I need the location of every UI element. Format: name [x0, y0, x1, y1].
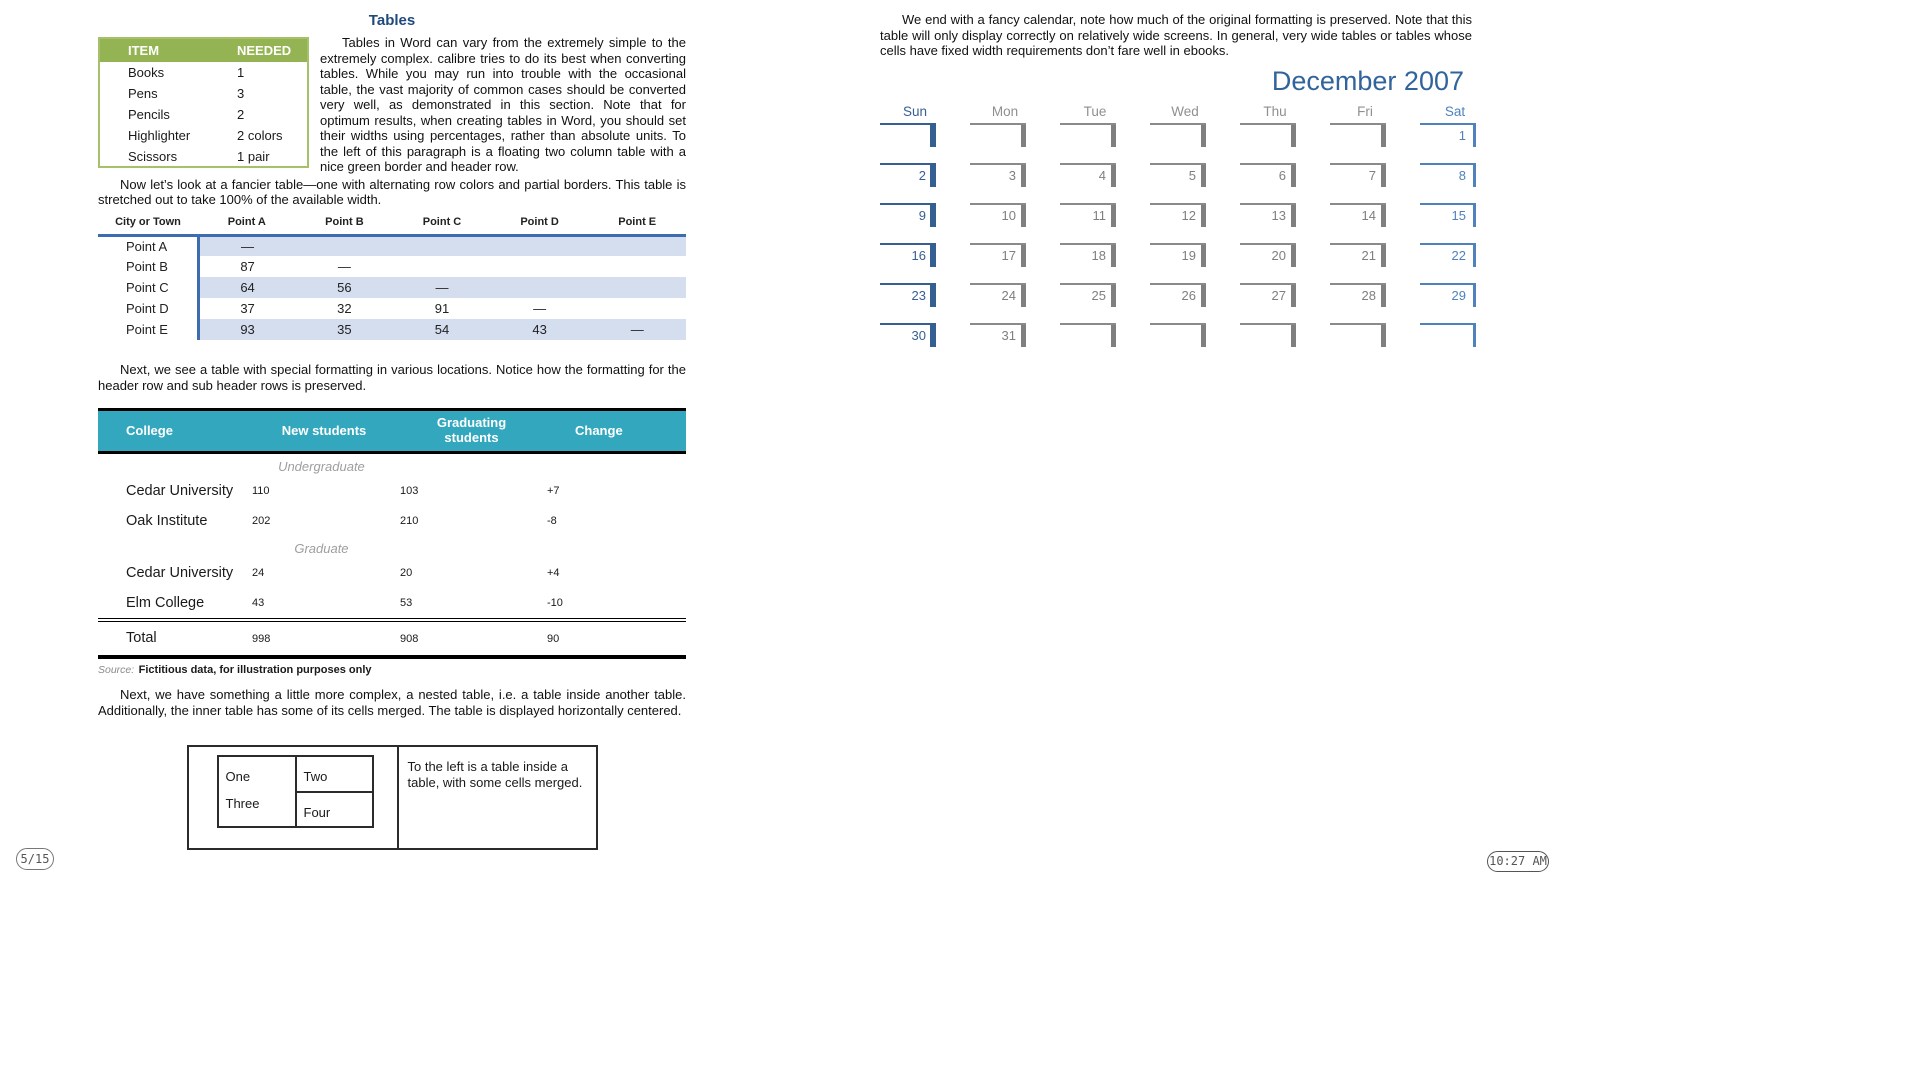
- calendar-day-cell: [970, 123, 1026, 153]
- calendar-week-row: [880, 243, 1476, 273]
- left-page: [98, 12, 686, 850]
- calendar-week-row: [880, 323, 1476, 353]
- supplies-item-cell: Pens: [128, 86, 158, 101]
- college-section-cell: [98, 536, 686, 558]
- supplies-item-cell: Scissors: [128, 148, 178, 164]
- college-name-cell: Elm College: [126, 595, 205, 611]
- calendar-day-number: 10: [1001, 207, 1016, 223]
- calendar-cell-bar: [1201, 325, 1206, 347]
- calendar-cell-bar: [1291, 165, 1296, 187]
- calendar-day-number: 7: [1368, 167, 1376, 183]
- supplies-row: [99, 83, 308, 104]
- points-header-cell: City or Town: [98, 213, 198, 236]
- college-number-cell: +7: [547, 485, 560, 497]
- calendar-day-cell: [880, 203, 936, 233]
- college-table: [98, 408, 686, 659]
- points-value-cell: [491, 277, 589, 298]
- points-value-cell: 87: [240, 259, 255, 274]
- clock: 10:27 AM: [1487, 851, 1549, 872]
- calendar-day-number: 29: [1451, 287, 1466, 303]
- paragraph-tables-intro: Tables in Word can vary from the extremely simple to the extremely complex. calibre tries to do its best when converting tables. While you may run into trouble with the occasional table, the vast majority of common cases should be converted very well, as demonstrated in this section. Note that for optimum results, when creating tables in Word, you should set their widths using percentages, rather than absolute units. To the left of this paragraph is a floating two column table with a nice green border and header row.: [320, 35, 686, 174]
- points-value-cell: [491, 235, 589, 256]
- page-indicator[interactable]: 5/15: [16, 848, 54, 870]
- points-row-label: Point E: [98, 319, 198, 340]
- college-name-cell: Oak Institute: [126, 513, 208, 529]
- points-row: [98, 298, 686, 319]
- supplies-header-needed: NEEDED: [237, 38, 308, 62]
- college-number-cell: 24: [252, 567, 265, 579]
- calendar-cell-bar: [1201, 205, 1206, 227]
- calendar-day-cell: [1240, 283, 1296, 313]
- calendar-day-number: 9: [918, 207, 926, 223]
- calendar-day-name: Wed: [1171, 103, 1199, 119]
- calendar-cell-bar: [1201, 165, 1206, 187]
- calendar-week-row: [880, 123, 1476, 153]
- calendar-day-number: 8: [1458, 167, 1466, 183]
- calendar-cell-bar: [1201, 285, 1206, 307]
- calendar-day-cell: [970, 163, 1026, 193]
- calendar-day-name: Sat: [1444, 103, 1466, 119]
- calendar-cell-bar: [1291, 125, 1296, 147]
- points-value-cell: —: [198, 235, 296, 256]
- nested-inner-table: [217, 755, 374, 828]
- supplies-item-cell: Books: [128, 65, 165, 80]
- source-text: Fictitious data, for illustration purposes only: [138, 664, 372, 676]
- college-data-row: [98, 476, 686, 506]
- college-number-cell: 210: [400, 515, 419, 527]
- points-value-cell: 91: [434, 301, 450, 316]
- supplies-table: [98, 37, 309, 168]
- inner-merged-cell: [219, 757, 297, 826]
- calendar-day-number: 28: [1361, 287, 1376, 303]
- calendar-day-cell: [970, 283, 1026, 313]
- calendar-cell-bar: [1021, 285, 1026, 307]
- supplies-needed-cell: 1 pair: [237, 148, 270, 164]
- points-value-cell: 93: [198, 319, 296, 340]
- points-row-label: Point C: [98, 277, 198, 298]
- calendar-cell-bar: [1381, 205, 1386, 227]
- calendar-day-cell: [1420, 243, 1476, 273]
- calendar-cell-bar: [1473, 325, 1476, 347]
- calendar-day-number: 22: [1451, 247, 1466, 263]
- college-total-number: 90: [545, 620, 686, 657]
- points-value-cell: [588, 256, 686, 277]
- college-name-cell: Cedar University: [126, 565, 234, 581]
- calendar-cell-bar: [930, 245, 936, 267]
- calendar-day-name: Tue: [1083, 103, 1107, 119]
- calendar-day-cell: [1240, 163, 1296, 193]
- college-data-row: [98, 506, 686, 536]
- points-row-label: Point A: [98, 235, 198, 256]
- calendar-cell-bar: [930, 205, 936, 227]
- supplies-needed-cell: 2: [237, 107, 245, 122]
- calendar-cell-bar: [930, 325, 936, 347]
- calendar-cell-bar: [1291, 245, 1296, 267]
- supplies-item-cell: Pencils: [128, 107, 170, 122]
- calendar-day-number: 19: [1181, 247, 1196, 263]
- calendar-week-row: [880, 163, 1476, 193]
- calendar-cell-bar: [1381, 165, 1386, 187]
- calendar-day-cell: [1150, 203, 1206, 233]
- calendar-day-number: 4: [1098, 167, 1106, 183]
- calendar-day-number: 25: [1091, 287, 1106, 303]
- inner-cell-one: One: [225, 769, 251, 784]
- calendar-day-cell: [880, 323, 936, 353]
- calendar-day-cell: [1150, 283, 1206, 313]
- calendar-day-header-row: [880, 103, 1472, 121]
- calendar-day-cell: [880, 283, 936, 313]
- points-row: [98, 256, 686, 277]
- points-value-cell: [588, 235, 686, 256]
- calendar-week-row: [880, 203, 1476, 233]
- calendar-day-cell: [1420, 123, 1476, 153]
- paragraph-special-formatting: Next, we see a table with special formatting in various locations. Notice how the formatting for the header row and sub header rows is preserved.: [98, 362, 686, 393]
- calendar-day-number: 12: [1181, 207, 1196, 223]
- calendar-cell-bar: [1111, 245, 1116, 267]
- calendar-day-cell: [1240, 243, 1296, 273]
- nested-outer-left-cell: [189, 747, 399, 848]
- college-section-row: [98, 453, 686, 477]
- supplies-row: [99, 146, 308, 167]
- calendar-cell-bar: [1021, 125, 1026, 147]
- college-number-cell: 103: [400, 485, 419, 497]
- calendar-cell-bar: [1291, 325, 1296, 347]
- calendar-cell-bar: [1201, 245, 1206, 267]
- calendar-day-cell: [1420, 163, 1476, 193]
- calendar-day-cell: [1150, 123, 1206, 153]
- points-value-cell: —: [533, 301, 547, 316]
- calendar-day-name: Sun: [902, 103, 928, 119]
- calendar-day-number: 26: [1181, 287, 1196, 303]
- calendar-day-cell: [970, 203, 1026, 233]
- calendar-cell-bar: [1021, 245, 1026, 267]
- calendar-day-cell: [1060, 283, 1116, 313]
- calendar-cell-bar: [1111, 125, 1116, 147]
- calendar-cell-bar: [1021, 325, 1026, 347]
- calendar-day-cell: [1240, 203, 1296, 233]
- calendar-day-cell: [1060, 123, 1116, 153]
- points-table: [98, 213, 686, 341]
- calendar-cell-bar: [1381, 285, 1386, 307]
- calendar-day-cell: [970, 243, 1026, 273]
- calendar-day-number: 21: [1361, 247, 1376, 263]
- points-header-cell: Point A: [198, 213, 296, 236]
- calendar-day-cell: [1420, 323, 1476, 353]
- college-table-body: [98, 453, 686, 658]
- calendar-day-number: 23: [911, 287, 926, 303]
- points-value-cell: —: [588, 319, 686, 340]
- college-number-cell: -10: [547, 597, 563, 609]
- college-total-row: [98, 620, 686, 657]
- college-section-row: [98, 536, 686, 558]
- points-value-cell: 54: [393, 319, 491, 340]
- points-header-cell: Point C: [393, 213, 491, 236]
- college-section-label: Graduate: [294, 541, 349, 556]
- calendar-day-cell: [880, 123, 936, 153]
- calendar-day-cell: [1330, 123, 1386, 153]
- calendar-day-number: 17: [1001, 247, 1016, 263]
- inner-cell-three: Three: [225, 796, 260, 811]
- calendar-cell-bar: [1291, 205, 1296, 227]
- calendar-cell-bar: [1111, 285, 1116, 307]
- calendar-day-cell: [880, 243, 936, 273]
- calendar-day-cell: [1330, 323, 1386, 353]
- calendar-day-name: Mon: [991, 103, 1019, 119]
- calendar-day-name: Fri: [1357, 103, 1373, 119]
- points-value-cell: 56: [296, 277, 394, 298]
- calendar-day-cell: [970, 323, 1026, 353]
- calendar-day-number: 2: [918, 167, 926, 183]
- college-total-label: Total: [98, 620, 250, 657]
- college-number-cell: 53: [400, 597, 413, 609]
- calendar-cell-bar: [1473, 285, 1476, 307]
- college-header-cell: College: [98, 410, 250, 453]
- calendar-day-number: 14: [1361, 207, 1376, 223]
- right-page: [880, 12, 1472, 353]
- calendar-day-cell: [1330, 283, 1386, 313]
- calendar-day-number: 3: [1008, 167, 1016, 183]
- paragraph-calendar-intro: We end with a fancy calendar, note how much of the original formatting is preserved. Note that this table will only display correctly on relatively wide screens. In general, very wide tables or tables whose cells have fixed width requirements don’t fare well in ebooks.: [880, 12, 1472, 58]
- source-note: [98, 662, 686, 677]
- college-number-cell: 43: [252, 597, 265, 609]
- supplies-row: [99, 62, 308, 83]
- points-value-cell: —: [337, 259, 351, 274]
- page-title: Tables: [368, 12, 416, 29]
- calendar-cell-bar: [1473, 165, 1476, 187]
- inner-cell-four: Four: [303, 804, 331, 820]
- calendar-day-cell: [1150, 163, 1206, 193]
- calendar-cell-bar: [1473, 205, 1476, 227]
- supplies-row: [99, 125, 308, 146]
- calendar-day-number: 11: [1092, 207, 1106, 223]
- college-number-cell: 202: [252, 515, 271, 527]
- points-value-cell: [393, 235, 491, 256]
- points-value-cell: 64: [198, 277, 296, 298]
- calendar-cell-bar: [1111, 165, 1116, 187]
- calendar-cell-bar: [930, 165, 936, 187]
- calendar-day-cell: [1420, 283, 1476, 313]
- calendar-day-cell: [1060, 163, 1116, 193]
- nested-table: [187, 745, 598, 850]
- points-value-cell: [491, 256, 589, 277]
- calendar-grid: [880, 123, 1472, 353]
- college-number-cell: 20: [400, 567, 413, 579]
- supplies-table-body: [99, 62, 308, 167]
- calendar-day-number: 5: [1188, 167, 1196, 183]
- calendar-cell-bar: [1201, 125, 1206, 147]
- supplies-item-cell: Highlighter: [128, 128, 191, 143]
- source-label: Source:: [98, 664, 135, 676]
- supplies-header-item: ITEM: [99, 38, 237, 62]
- points-value-cell: —: [393, 277, 491, 298]
- calendar-cell-bar: [1291, 285, 1296, 307]
- college-number-cell: -8: [547, 515, 557, 527]
- paragraph-fancier-table: Now let’s look at a fancier table—one with alternating row colors and partial borders. This table is stretched out to take 100% of the available width.: [98, 176, 686, 207]
- calendar-cell-bar: [1111, 325, 1116, 347]
- calendar-day-cell: [1330, 243, 1386, 273]
- calendar-day-number: 6: [1278, 167, 1286, 183]
- points-row: [98, 235, 686, 256]
- points-value-cell: [588, 277, 686, 298]
- calendar-cell-bar: [1381, 325, 1386, 347]
- college-header-cell: Change: [545, 410, 686, 453]
- calendar-day-number: 20: [1271, 247, 1286, 263]
- calendar-day-cell: [1150, 243, 1206, 273]
- college-header-cell: Graduating students: [398, 410, 545, 453]
- calendar-day-cell: [1420, 203, 1476, 233]
- supplies-header-row: [99, 38, 308, 62]
- college-section-label: Undergraduate: [278, 459, 365, 474]
- points-row: [98, 319, 686, 340]
- calendar-day-cell: [1330, 203, 1386, 233]
- points-value-cell: [393, 256, 491, 277]
- calendar-day-number: 31: [1001, 327, 1016, 343]
- calendar-day-cell: [1150, 323, 1206, 353]
- points-header-cell: Point B: [296, 213, 394, 236]
- calendar-cell-bar: [1473, 125, 1476, 147]
- points-value-cell: 43: [491, 319, 589, 340]
- calendar-day-number: 15: [1451, 207, 1466, 223]
- calendar-day-number: 1: [1458, 127, 1466, 143]
- inner-cell-two: Two: [297, 757, 372, 793]
- college-section-cell: [98, 453, 686, 477]
- college-header-row: [98, 410, 686, 453]
- calendar-cell-bar: [1021, 205, 1026, 227]
- calendar-cell-bar: [1021, 165, 1026, 187]
- calendar-day-number: 24: [1001, 287, 1016, 303]
- college-total-number: 998: [250, 620, 398, 657]
- supplies-needed-cell: 2 colors: [237, 128, 283, 143]
- calendar-week-row: [880, 283, 1476, 313]
- college-data-row: [98, 558, 686, 588]
- points-row-label: Point B: [98, 256, 198, 277]
- calendar-day-cell: [1060, 323, 1116, 353]
- points-value-cell: [588, 298, 686, 319]
- nested-outer-right-cell: To the left is a table inside a table, with some cells merged.: [407, 759, 583, 790]
- supplies-needed-cell: 1: [237, 65, 245, 80]
- college-data-row: [98, 588, 686, 620]
- calendar-day-cell: [1240, 323, 1296, 353]
- supplies-row: [99, 104, 308, 125]
- supplies-needed-cell: 3: [237, 86, 245, 101]
- calendar-cell-bar: [1111, 205, 1116, 227]
- points-header-cell: Point D: [491, 213, 589, 236]
- points-value-cell: [296, 235, 394, 256]
- calendar-day-cell: [1330, 163, 1386, 193]
- points-header-row: [98, 213, 686, 236]
- college-total-number: 908: [398, 620, 545, 657]
- calendar-day-cell: [1060, 203, 1116, 233]
- calendar-day-name: Thu: [1263, 103, 1287, 119]
- inner-right-column: [297, 757, 372, 826]
- points-value-cell: 32: [337, 301, 352, 316]
- points-header-cell: Point E: [588, 213, 686, 236]
- calendar-day-cell: [1240, 123, 1296, 153]
- calendar-day-number: 16: [911, 247, 926, 263]
- calendar-day-number: 30: [911, 327, 926, 343]
- points-row-label: Point D: [98, 298, 198, 319]
- college-header-cell: New students: [250, 410, 398, 453]
- calendar-cell-bar: [930, 285, 936, 307]
- college-number-cell: +4: [547, 567, 560, 579]
- calendar-cell-bar: [930, 125, 936, 147]
- calendar-day-number: 27: [1271, 287, 1286, 303]
- calendar-cell-bar: [1381, 245, 1386, 267]
- college-name-cell: Cedar University: [126, 483, 234, 499]
- calendar-day-cell: [1060, 243, 1116, 273]
- points-value-cell: 35: [296, 319, 394, 340]
- calendar-day-number: 18: [1091, 247, 1106, 263]
- points-table-body: [98, 235, 686, 340]
- calendar-cell-bar: [1381, 125, 1386, 147]
- points-row: [98, 277, 686, 298]
- calendar-title: December 2007: [1271, 65, 1464, 96]
- calendar-day-cell: [880, 163, 936, 193]
- calendar-day-number: 13: [1271, 207, 1286, 223]
- calendar-cell-bar: [1473, 245, 1476, 267]
- points-value-cell: 37: [240, 301, 255, 316]
- college-number-cell: 110: [252, 485, 270, 497]
- paragraph-nested-table: Next, we have something a little more complex, a nested table, i.e. a table inside another table. Additionally, the inner table has some of its cells merged. The table is displayed horizontally centered.: [98, 687, 686, 718]
